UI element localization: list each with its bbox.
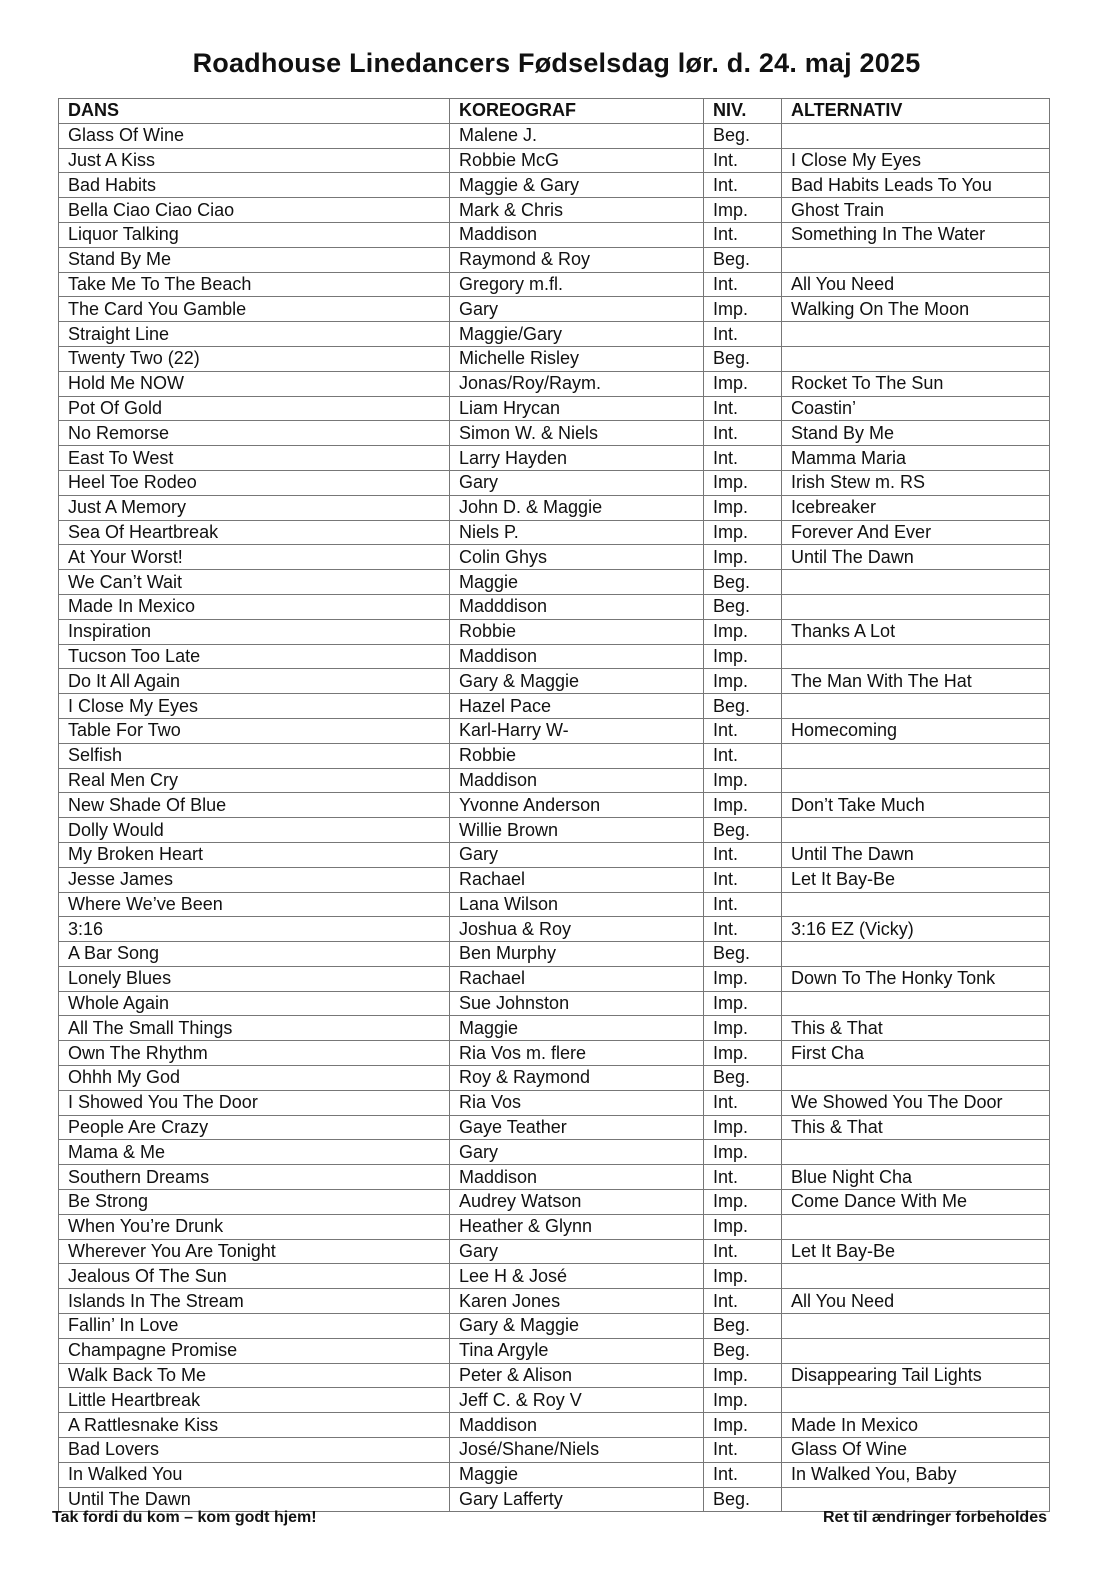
niv-cell: Int. bbox=[704, 892, 782, 917]
column-header-niv: NIV. bbox=[704, 99, 782, 124]
niv-cell: Beg. bbox=[704, 594, 782, 619]
niv-cell: Imp. bbox=[704, 991, 782, 1016]
alternativ-cell bbox=[782, 346, 1050, 371]
alternativ-cell: First Cha bbox=[782, 1041, 1050, 1066]
table-row bbox=[59, 570, 1050, 595]
niv-cell: Int. bbox=[704, 743, 782, 768]
koreograf-cell: Ben Murphy bbox=[450, 942, 704, 967]
dans-cell: We Can’t Wait bbox=[59, 570, 450, 595]
table-row bbox=[59, 396, 1050, 421]
table-row bbox=[59, 917, 1050, 942]
niv-cell: Imp. bbox=[704, 1140, 782, 1165]
alternativ-cell bbox=[782, 123, 1050, 148]
niv-cell: Int. bbox=[704, 272, 782, 297]
niv-cell: Beg. bbox=[704, 1314, 782, 1339]
niv-cell: Int. bbox=[704, 1239, 782, 1264]
alternativ-cell bbox=[782, 818, 1050, 843]
dans-cell: Liquor Talking bbox=[59, 222, 450, 247]
dans-cell: Hold Me NOW bbox=[59, 371, 450, 396]
alternativ-cell: Stand By Me bbox=[782, 421, 1050, 446]
table-row bbox=[59, 495, 1050, 520]
koreograf-cell: Karl-Harry W- bbox=[450, 718, 704, 743]
dans-cell: Bad Lovers bbox=[59, 1438, 450, 1463]
koreograf-cell: Lana Wilson bbox=[450, 892, 704, 917]
niv-cell: Imp. bbox=[704, 545, 782, 570]
table-row bbox=[59, 322, 1050, 347]
table-row bbox=[59, 346, 1050, 371]
dans-cell: A Rattlesnake Kiss bbox=[59, 1413, 450, 1438]
table-row bbox=[59, 1413, 1050, 1438]
koreograf-cell: Roy & Raymond bbox=[450, 1066, 704, 1091]
alternativ-cell: This & That bbox=[782, 1115, 1050, 1140]
table-row bbox=[59, 470, 1050, 495]
niv-cell: Imp. bbox=[704, 1363, 782, 1388]
dans-cell: Fallin’ In Love bbox=[59, 1314, 450, 1339]
table-row bbox=[59, 1239, 1050, 1264]
dans-cell: 3:16 bbox=[59, 917, 450, 942]
niv-cell: Beg. bbox=[704, 346, 782, 371]
table-row bbox=[59, 1190, 1050, 1215]
dans-cell: Southern Dreams bbox=[59, 1165, 450, 1190]
alternativ-cell: We Showed You The Door bbox=[782, 1090, 1050, 1115]
alternativ-cell bbox=[782, 247, 1050, 272]
table-row bbox=[59, 1066, 1050, 1091]
table-body bbox=[59, 123, 1050, 1512]
alternativ-cell: Icebreaker bbox=[782, 495, 1050, 520]
niv-cell: Imp. bbox=[704, 619, 782, 644]
koreograf-cell: Gary bbox=[450, 842, 704, 867]
alternativ-cell bbox=[782, 1388, 1050, 1413]
dans-cell: Take Me To The Beach bbox=[59, 272, 450, 297]
niv-cell: Int. bbox=[704, 173, 782, 198]
dans-cell: Heel Toe Rodeo bbox=[59, 470, 450, 495]
dans-cell: Straight Line bbox=[59, 322, 450, 347]
table-row bbox=[59, 545, 1050, 570]
alternativ-cell bbox=[782, 892, 1050, 917]
table-row bbox=[59, 991, 1050, 1016]
table-row bbox=[59, 743, 1050, 768]
alternativ-cell: Until The Dawn bbox=[782, 842, 1050, 867]
koreograf-cell: Jonas/Roy/Raym. bbox=[450, 371, 704, 396]
alternativ-cell bbox=[782, 1338, 1050, 1363]
dans-cell: People Are Crazy bbox=[59, 1115, 450, 1140]
alternativ-cell: All You Need bbox=[782, 1289, 1050, 1314]
niv-cell: Beg. bbox=[704, 1338, 782, 1363]
dans-cell: Wherever You Are Tonight bbox=[59, 1239, 450, 1264]
niv-cell: Beg. bbox=[704, 570, 782, 595]
alternativ-cell bbox=[782, 942, 1050, 967]
koreograf-cell: Yvonne Anderson bbox=[450, 793, 704, 818]
dans-cell: Own The Rhythm bbox=[59, 1041, 450, 1066]
table-row bbox=[59, 842, 1050, 867]
column-header-dans: DANS bbox=[59, 99, 450, 124]
alternativ-cell bbox=[782, 991, 1050, 1016]
dans-cell: Champagne Promise bbox=[59, 1338, 450, 1363]
koreograf-cell: Maddison bbox=[450, 1165, 704, 1190]
niv-cell: Int. bbox=[704, 396, 782, 421]
alternativ-cell: All You Need bbox=[782, 272, 1050, 297]
koreograf-cell: Maddison bbox=[450, 222, 704, 247]
dans-cell: I Close My Eyes bbox=[59, 694, 450, 719]
alternativ-cell: Coastin’ bbox=[782, 396, 1050, 421]
koreograf-cell: Colin Ghys bbox=[450, 545, 704, 570]
alternativ-cell bbox=[782, 1214, 1050, 1239]
table-row bbox=[59, 594, 1050, 619]
alternativ-cell: Something In The Water bbox=[782, 222, 1050, 247]
koreograf-cell: Hazel Pace bbox=[450, 694, 704, 719]
koreograf-cell: Niels P. bbox=[450, 520, 704, 545]
koreograf-cell: Gary bbox=[450, 470, 704, 495]
table-row bbox=[59, 297, 1050, 322]
column-header-koreograf: KOREOGRAF bbox=[450, 99, 704, 124]
dans-cell: Sea Of Heartbreak bbox=[59, 520, 450, 545]
niv-cell: Imp. bbox=[704, 1115, 782, 1140]
niv-cell: Beg. bbox=[704, 1066, 782, 1091]
koreograf-cell: Raymond & Roy bbox=[450, 247, 704, 272]
dans-cell: Ohhh My God bbox=[59, 1066, 450, 1091]
alternativ-cell bbox=[782, 743, 1050, 768]
koreograf-cell: José/Shane/Niels bbox=[450, 1438, 704, 1463]
niv-cell: Int. bbox=[704, 1438, 782, 1463]
dans-cell: All The Small Things bbox=[59, 1016, 450, 1041]
dans-cell: Jesse James bbox=[59, 867, 450, 892]
alternativ-cell: Glass Of Wine bbox=[782, 1438, 1050, 1463]
niv-cell: Int. bbox=[704, 718, 782, 743]
dans-cell: Until The Dawn bbox=[59, 1487, 450, 1512]
alternativ-cell: Until The Dawn bbox=[782, 545, 1050, 570]
alternativ-cell: Down To The Honky Tonk bbox=[782, 966, 1050, 991]
dans-cell: Tucson Too Late bbox=[59, 644, 450, 669]
dans-cell: In Walked You bbox=[59, 1462, 450, 1487]
koreograf-cell: Maggie bbox=[450, 1016, 704, 1041]
dans-cell: Lonely Blues bbox=[59, 966, 450, 991]
column-header-alternativ: ALTERNATIV bbox=[782, 99, 1050, 124]
table-row bbox=[59, 818, 1050, 843]
koreograf-cell: Maggie bbox=[450, 570, 704, 595]
koreograf-cell: Joshua & Roy bbox=[450, 917, 704, 942]
koreograf-cell: Ria Vos m. flere bbox=[450, 1041, 704, 1066]
niv-cell: Int. bbox=[704, 421, 782, 446]
alternativ-cell: Walking On The Moon bbox=[782, 297, 1050, 322]
table-row bbox=[59, 718, 1050, 743]
koreograf-cell: Willie Brown bbox=[450, 818, 704, 843]
alternativ-cell: Made In Mexico bbox=[782, 1413, 1050, 1438]
alternativ-cell: I Close My Eyes bbox=[782, 148, 1050, 173]
alternativ-cell: The Man With The Hat bbox=[782, 669, 1050, 694]
alternativ-cell: Let It Bay-Be bbox=[782, 867, 1050, 892]
alternativ-cell bbox=[782, 1140, 1050, 1165]
niv-cell: Imp. bbox=[704, 495, 782, 520]
dans-cell: Where We’ve Been bbox=[59, 892, 450, 917]
dans-cell: East To West bbox=[59, 446, 450, 471]
table-row bbox=[59, 867, 1050, 892]
niv-cell: Int. bbox=[704, 148, 782, 173]
alternativ-cell bbox=[782, 322, 1050, 347]
dans-cell: When You’re Drunk bbox=[59, 1214, 450, 1239]
koreograf-cell: Karen Jones bbox=[450, 1289, 704, 1314]
koreograf-cell: Maddison bbox=[450, 1413, 704, 1438]
table-row bbox=[59, 123, 1050, 148]
table-row bbox=[59, 644, 1050, 669]
dans-cell: Inspiration bbox=[59, 619, 450, 644]
koreograf-cell: Madddison bbox=[450, 594, 704, 619]
alternativ-cell bbox=[782, 768, 1050, 793]
dans-cell: Just A Memory bbox=[59, 495, 450, 520]
koreograf-cell: Rachael bbox=[450, 966, 704, 991]
niv-cell: Imp. bbox=[704, 1190, 782, 1215]
koreograf-cell: Maddison bbox=[450, 644, 704, 669]
koreograf-cell: Robbie bbox=[450, 743, 704, 768]
niv-cell: Imp. bbox=[704, 470, 782, 495]
alternativ-cell bbox=[782, 594, 1050, 619]
dans-cell: New Shade Of Blue bbox=[59, 793, 450, 818]
table-row bbox=[59, 272, 1050, 297]
niv-cell: Int. bbox=[704, 222, 782, 247]
alternativ-cell: Mamma Maria bbox=[782, 446, 1050, 471]
dans-cell: Stand By Me bbox=[59, 247, 450, 272]
niv-cell: Imp. bbox=[704, 1388, 782, 1413]
alternativ-cell bbox=[782, 1066, 1050, 1091]
alternativ-cell: In Walked You, Baby bbox=[782, 1462, 1050, 1487]
alternativ-cell: Don’t Take Much bbox=[782, 793, 1050, 818]
table-row bbox=[59, 148, 1050, 173]
table-row bbox=[59, 619, 1050, 644]
table-header-row bbox=[59, 99, 1050, 124]
alternativ-cell: Thanks A Lot bbox=[782, 619, 1050, 644]
table-row bbox=[59, 1016, 1050, 1041]
koreograf-cell: Gregory m.fl. bbox=[450, 272, 704, 297]
alternativ-cell: Bad Habits Leads To You bbox=[782, 173, 1050, 198]
koreograf-cell: Maggie bbox=[450, 1462, 704, 1487]
table-row bbox=[59, 520, 1050, 545]
koreograf-cell: Rachael bbox=[450, 867, 704, 892]
koreograf-cell: Michelle Risley bbox=[450, 346, 704, 371]
koreograf-cell: Gary bbox=[450, 1239, 704, 1264]
dans-cell: Selfish bbox=[59, 743, 450, 768]
niv-cell: Beg. bbox=[704, 942, 782, 967]
koreograf-cell: Maddison bbox=[450, 768, 704, 793]
niv-cell: Int. bbox=[704, 1090, 782, 1115]
koreograf-cell: Jeff C. & Roy V bbox=[450, 1388, 704, 1413]
alternativ-cell: Ghost Train bbox=[782, 198, 1050, 223]
dans-cell: Dolly Would bbox=[59, 818, 450, 843]
table-row bbox=[59, 446, 1050, 471]
table-row bbox=[59, 768, 1050, 793]
table-row bbox=[59, 1314, 1050, 1339]
koreograf-cell: Larry Hayden bbox=[450, 446, 704, 471]
koreograf-cell: Ria Vos bbox=[450, 1090, 704, 1115]
niv-cell: Imp. bbox=[704, 768, 782, 793]
niv-cell: Int. bbox=[704, 446, 782, 471]
niv-cell: Imp. bbox=[704, 793, 782, 818]
alternativ-cell bbox=[782, 1314, 1050, 1339]
table-row bbox=[59, 421, 1050, 446]
table-row bbox=[59, 1388, 1050, 1413]
koreograf-cell: Lee H & José bbox=[450, 1264, 704, 1289]
alternativ-cell bbox=[782, 644, 1050, 669]
table-row bbox=[59, 1214, 1050, 1239]
table-row bbox=[59, 371, 1050, 396]
dans-cell: Bad Habits bbox=[59, 173, 450, 198]
table-row bbox=[59, 1041, 1050, 1066]
alternativ-cell: Disappearing Tail Lights bbox=[782, 1363, 1050, 1388]
niv-cell: Int. bbox=[704, 1289, 782, 1314]
dans-cell: No Remorse bbox=[59, 421, 450, 446]
niv-cell: Imp. bbox=[704, 1413, 782, 1438]
niv-cell: Imp. bbox=[704, 1041, 782, 1066]
niv-cell: Int. bbox=[704, 842, 782, 867]
dans-cell: The Card You Gamble bbox=[59, 297, 450, 322]
footer-disclaimer: Ret til ændringer forbeholdes bbox=[822, 1509, 1047, 1526]
table-row bbox=[59, 247, 1050, 272]
alternativ-cell bbox=[782, 694, 1050, 719]
koreograf-cell: Gaye Teather bbox=[450, 1115, 704, 1140]
table-row bbox=[59, 1438, 1050, 1463]
dans-cell: Bella Ciao Ciao Ciao bbox=[59, 198, 450, 223]
dans-cell: A Bar Song bbox=[59, 942, 450, 967]
niv-cell: Int. bbox=[704, 917, 782, 942]
dans-cell: Mama & Me bbox=[59, 1140, 450, 1165]
dans-cell: Glass Of Wine bbox=[59, 123, 450, 148]
dans-cell: At Your Worst! bbox=[59, 545, 450, 570]
table-row bbox=[59, 1264, 1050, 1289]
niv-cell: Int. bbox=[704, 1462, 782, 1487]
dans-cell: Be Strong bbox=[59, 1190, 450, 1215]
koreograf-cell: Robbie bbox=[450, 619, 704, 644]
table-row bbox=[59, 669, 1050, 694]
koreograf-cell: Gary bbox=[450, 297, 704, 322]
niv-cell: Imp. bbox=[704, 371, 782, 396]
dance-table bbox=[58, 98, 1050, 1512]
niv-cell: Imp. bbox=[704, 1264, 782, 1289]
table-row bbox=[59, 1289, 1050, 1314]
alternativ-cell: Come Dance With Me bbox=[782, 1190, 1050, 1215]
table-row bbox=[59, 198, 1050, 223]
koreograf-cell: Peter & Alison bbox=[450, 1363, 704, 1388]
footer-thanks: Tak fordi du kom – kom godt hjem! bbox=[52, 1509, 317, 1526]
koreograf-cell: Gary Lafferty bbox=[450, 1487, 704, 1512]
dans-cell: Just A Kiss bbox=[59, 148, 450, 173]
koreograf-cell: Gary bbox=[450, 1140, 704, 1165]
koreograf-cell: Heather & Glynn bbox=[450, 1214, 704, 1239]
table-row bbox=[59, 1140, 1050, 1165]
alternativ-cell bbox=[782, 1264, 1050, 1289]
alternativ-cell: Let It Bay-Be bbox=[782, 1239, 1050, 1264]
niv-cell: Imp. bbox=[704, 198, 782, 223]
table-row bbox=[59, 1363, 1050, 1388]
alternativ-cell: This & That bbox=[782, 1016, 1050, 1041]
koreograf-cell: Mark & Chris bbox=[450, 198, 704, 223]
koreograf-cell: Liam Hrycan bbox=[450, 396, 704, 421]
dans-cell: Islands In The Stream bbox=[59, 1289, 450, 1314]
niv-cell: Beg. bbox=[704, 694, 782, 719]
table-row bbox=[59, 222, 1050, 247]
niv-cell: Beg. bbox=[704, 1487, 782, 1512]
koreograf-cell: John D. & Maggie bbox=[450, 495, 704, 520]
niv-cell: Imp. bbox=[704, 644, 782, 669]
dans-cell: My Broken Heart bbox=[59, 842, 450, 867]
niv-cell: Beg. bbox=[704, 247, 782, 272]
niv-cell: Int. bbox=[704, 322, 782, 347]
table-row bbox=[59, 892, 1050, 917]
koreograf-cell: Gary & Maggie bbox=[450, 669, 704, 694]
koreograf-cell: Gary & Maggie bbox=[450, 1314, 704, 1339]
table-row bbox=[59, 173, 1050, 198]
dans-cell: Whole Again bbox=[59, 991, 450, 1016]
dans-cell: Pot Of Gold bbox=[59, 396, 450, 421]
alternativ-cell: Blue Night Cha bbox=[782, 1165, 1050, 1190]
niv-cell: Imp. bbox=[704, 1016, 782, 1041]
dans-cell: Do It All Again bbox=[59, 669, 450, 694]
table-row bbox=[59, 1338, 1050, 1363]
koreograf-cell: Robbie McG bbox=[450, 148, 704, 173]
dans-cell: Jealous Of The Sun bbox=[59, 1264, 450, 1289]
niv-cell: Int. bbox=[704, 867, 782, 892]
table-row bbox=[59, 966, 1050, 991]
niv-cell: Imp. bbox=[704, 520, 782, 545]
table-row bbox=[59, 1165, 1050, 1190]
table-row bbox=[59, 793, 1050, 818]
table-row bbox=[59, 1115, 1050, 1140]
koreograf-cell: Maggie/Gary bbox=[450, 322, 704, 347]
koreograf-cell: Maggie & Gary bbox=[450, 173, 704, 198]
table-row bbox=[59, 694, 1050, 719]
koreograf-cell: Malene J. bbox=[450, 123, 704, 148]
dans-cell: Made In Mexico bbox=[59, 594, 450, 619]
alternativ-cell: Rocket To The Sun bbox=[782, 371, 1050, 396]
alternativ-cell bbox=[782, 570, 1050, 595]
niv-cell: Beg. bbox=[704, 123, 782, 148]
niv-cell: Imp. bbox=[704, 1214, 782, 1239]
niv-cell: Beg. bbox=[704, 818, 782, 843]
dans-cell: Little Heartbreak bbox=[59, 1388, 450, 1413]
page-title: Roadhouse Linedancers Fødselsdag lør. d. 24. maj 2025 bbox=[192, 48, 921, 78]
koreograf-cell: Tina Argyle bbox=[450, 1338, 704, 1363]
niv-cell: Imp. bbox=[704, 669, 782, 694]
koreograf-cell: Audrey Watson bbox=[450, 1190, 704, 1215]
table-row bbox=[59, 1462, 1050, 1487]
alternativ-cell: Irish Stew m. RS bbox=[782, 470, 1050, 495]
table-row bbox=[59, 942, 1050, 967]
dans-cell: Real Men Cry bbox=[59, 768, 450, 793]
dans-cell: Twenty Two (22) bbox=[59, 346, 450, 371]
dans-cell: Table For Two bbox=[59, 718, 450, 743]
alternativ-cell: Forever And Ever bbox=[782, 520, 1050, 545]
table-row bbox=[59, 1090, 1050, 1115]
niv-cell: Imp. bbox=[704, 966, 782, 991]
niv-cell: Int. bbox=[704, 1165, 782, 1190]
alternativ-cell: Homecoming bbox=[782, 718, 1050, 743]
dans-cell: I Showed You The Door bbox=[59, 1090, 450, 1115]
dans-cell: Walk Back To Me bbox=[59, 1363, 450, 1388]
niv-cell: Imp. bbox=[704, 297, 782, 322]
koreograf-cell: Simon W. & Niels bbox=[450, 421, 704, 446]
alternativ-cell: 3:16 EZ (Vicky) bbox=[782, 917, 1050, 942]
koreograf-cell: Sue Johnston bbox=[450, 991, 704, 1016]
